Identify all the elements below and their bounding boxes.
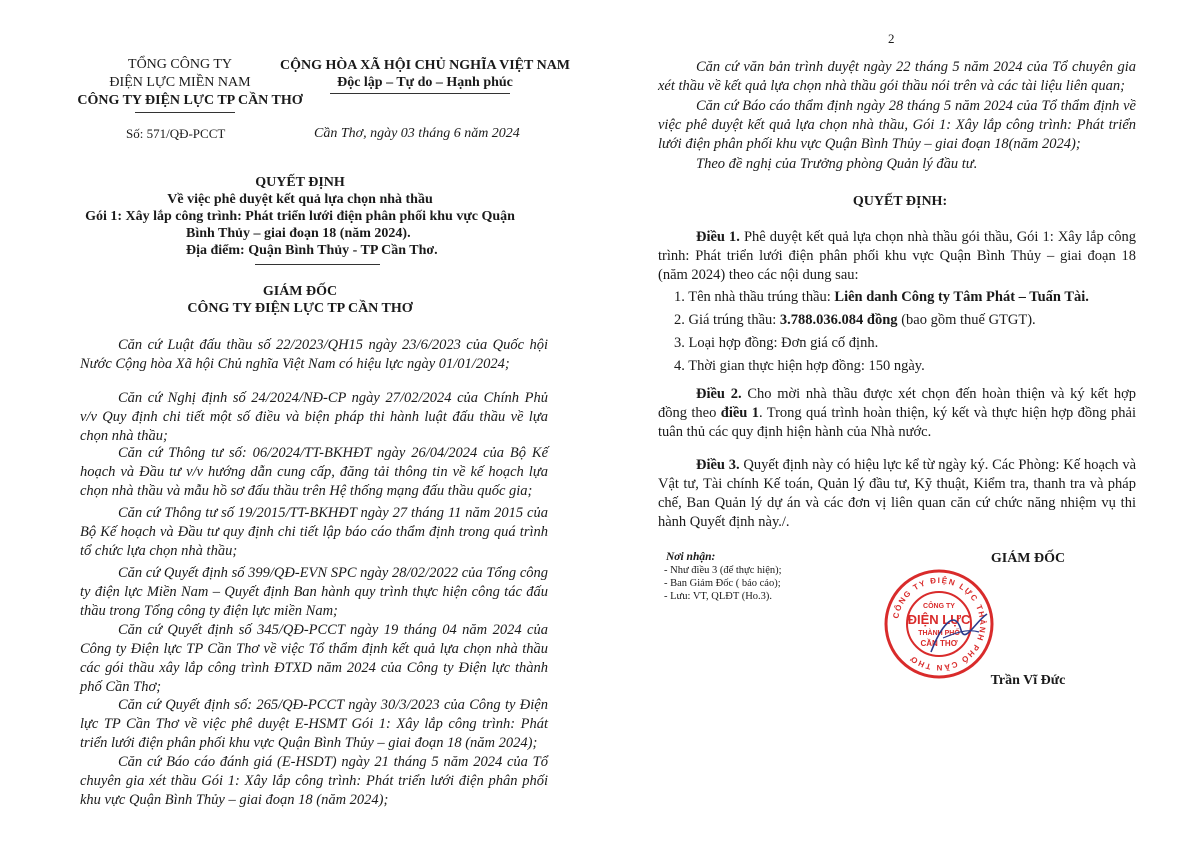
nation-line-1: CỘNG HÒA XÃ HỘI CHỦ NGHĨA VIỆT NAM	[280, 58, 571, 73]
authority-company: CÔNG TY ĐIỆN LỰC TP CẦN THƠ	[187, 301, 413, 316]
decision-heading: QUYẾT ĐỊNH:	[852, 194, 948, 209]
org-underline	[135, 112, 235, 113]
seal-center-line: CẦN THƠ	[920, 639, 958, 648]
basis-paragraph: Căn cứ Thông tư số: 06/2024/TT-BKHĐT ngày 26/04/2024 của Bộ Kế hoạch và Đầu tư v/v hướng dẫn cung cấp, đăng tải thông tin về kế hoạch lựa chọn nhà thầu và mẫu hồ sơ đấu thầu trên Hệ thống mạng đấu thầu quốc gia;	[80, 445, 548, 499]
basis-paragraph: Căn cứ Thông tư số 19/2015/TT-BKHĐT ngày 27 tháng 11 năm 2015 của Bộ Kế hoạch và Đầu tư quy định chi tiết lập báo cáo thẩm định trong quá trình tổ chức lựa chọn nhà thầu;	[80, 505, 548, 559]
seal-center-line: THÀNH PHỐ	[918, 630, 960, 637]
article-2-label: Điều 2.	[696, 386, 742, 402]
basis-paragraph: Căn cứ Luật đấu thầu số 22/2023/QH15 ngày 23/6/2023 của Quốc hội Nước Cộng hòa Xã hội Chủ nghĩa Việt Nam có hiệu lực ngày 01/01/2024;	[80, 337, 548, 372]
article-1	[658, 228, 1136, 285]
basis-paragraph: Căn cứ văn bản trình duyệt ngày 22 tháng 5 năm 2024 của Tổ chuyên gia xét thầu về kết quả lựa chọn nhà thầu gói thầu nói trên và các tài liệu liên quan;	[658, 59, 1136, 94]
place-date: Cần Thơ, ngày 03 tháng 6 năm 2024	[314, 126, 520, 141]
basis-paragraph: Căn cứ Quyết định số: 265/QĐ-PCCT ngày 30/3/2023 của Công ty Điện lực TP Cần Thơ về việc phê duyệt E-HSMT Gói 1: Xây lắp công trình: Phát triển lưới điện phân phối khu vực Quận Bình Thủy – giai đoạn 18 (năm 2024);	[80, 697, 548, 751]
company-seal-stamp	[883, 568, 995, 680]
article-2: Điều 2. Cho mời nhà thầu được xét chọn đến hoàn thiện và ký kết hợp đồng theo điều 1. Trong quá trình hoàn thiện, ký kết và thực hiện hợp đồng phải tuân thủ các quy định hiện hành của Nhà nước.	[658, 386, 1137, 440]
title-line-2a: Gói 1: Xây lắp công trình: Phát triển lưới điện phân phối khu vực Quận	[85, 209, 515, 224]
winning-contractor: Liên danh Công ty Tâm Phát – Tuấn Tài.	[834, 289, 1089, 305]
basis-paragraph: Căn cứ Quyết định số 345/QĐ-PCCT ngày 19 tháng 04 năm 2024 của Công ty Điện lực TP Cần Thơ về việc Tổ thẩm định kết quả lựa chọn nhà thầu các gói thầu xây lắp công trình ĐTXD năm 2024 của Công ty Điện lực thành phố Cần Thơ;	[80, 622, 548, 695]
signer-name: Trần Vĩ Đức	[990, 673, 1066, 688]
nation-line-2: Độc lập – Tự do – Hạnh phúc	[337, 75, 513, 90]
authority-title: GIÁM ĐỐC	[262, 284, 338, 299]
title-line-2b: Bình Thủy – giai đoạn 18 (năm 2024).	[186, 226, 411, 241]
seal-ring-text: CÔNG TY ĐIỆN LỰC THÀNH PHỐ CẦN THƠ	[891, 575, 988, 673]
org-line-3: CÔNG TY ĐIỆN LỰC TP CẦN THƠ	[77, 93, 303, 108]
basis-paragraph: Theo đề nghị của Trưởng phòng Quản lý đầu tư.	[696, 156, 978, 172]
basis-paragraph: Căn cứ Quyết định số 399/QĐ-EVN SPC ngày 28/02/2022 của Tổng công ty điện lực Miền Nam – Quyết định Ban hành quy trình thực hiện công tác đấu thầu trong Tổng công ty điện lực miền Nam;	[80, 565, 548, 619]
seal-center-line: CÔNG TY	[923, 603, 955, 610]
nation-underline	[330, 93, 510, 94]
article-3	[658, 456, 1136, 532]
seal-center-line: ĐIỆN LỰC	[907, 612, 971, 627]
basis-paragraph: Căn cứ Nghị định số 24/2024/NĐ-CP ngày 27/02/2024 của Chính Phủ v/v Quy định chi tiết một số điều và biện pháp thi hành luật đấu thầu về lựa chọn nhà thầu;	[80, 390, 548, 444]
article-1-label: Điều 1.	[696, 229, 740, 245]
title-underline	[255, 264, 380, 265]
basis-paragraph: Căn cứ Báo cáo thẩm định ngày 28 tháng 5 năm 2024 của Tổ thẩm định về việc phê duyệt kết quả lựa chọn nhà thầu, Gói 1: Xây lắp công trình: Phát triển lưới điện phân phối khu vực Quận Bình Thủy – giai đoạn 18(năm 2024);	[658, 98, 1136, 152]
title-line-3: Địa điểm: Quận Bình Thủy - TP Cần Thơ.	[186, 243, 438, 258]
article-1-item-3: 3. Loại hợp đồng: Đơn giá cố định.	[674, 335, 879, 351]
recipient-item: - Lưu: VT, QLĐT (Ho.3).	[664, 591, 773, 602]
article-3-label: Điều 3.	[696, 457, 740, 473]
article-3-text: Quyết định này có hiệu lực kể từ ngày ký. Các Phòng: Kế hoạch và Vật tư, Tài chính Kế toán, Quản lý đầu tư, Kỹ thuật, Kiểm tra, thanh tra và pháp chế, Ban Quản lý dự án và các đơn vị liên quan căn cứ chức năng nhiệm vụ thi hành Quyết định này./.	[658, 457, 1137, 530]
basis-paragraph: Căn cứ Báo cáo đánh giá (E-HSDT) ngày 21 tháng 5 năm 2024 của Tổ chuyên gia xét thầu Gói 1: Xây lắp công trình: Phát triển lưới điện phân phối khu vực Quận Bình Thủy – giai đoạn 18 (năm 2024);	[80, 754, 548, 808]
signature-title: GIÁM ĐỐC	[990, 551, 1066, 566]
recipient-item: - Ban Giám Đốc ( báo cáo);	[664, 578, 781, 589]
page-2	[600, 0, 1200, 858]
org-line-1: TỔNG CÔNG TY	[128, 57, 232, 72]
decision-title: QUYẾT ĐỊNH	[255, 175, 345, 190]
article-1-text: Phê duyệt kết quả lựa chọn nhà thầu gói thầu, Gói 1: Xây lắp công trình: Phát triển lưới điện phân phối khu vực Quận Bình Thủy – giai đoạn 18 (năm 2024) theo các nội dung sau:	[658, 229, 1136, 283]
article-1-item-1: 1. Tên nhà thầu trúng thầu: Liên danh Công ty Tâm Phát – Tuấn Tài.	[674, 289, 1089, 305]
article-2-ref: điều 1	[720, 405, 759, 421]
page-number: 2	[888, 31, 895, 46]
recipient-item: - Như điều 3 (để thực hiện);	[664, 565, 782, 576]
winning-price: 3.788.036.084 đồng	[779, 312, 898, 328]
article-1-item-4: 4. Thời gian thực hiện hợp đồng: 150 ngày.	[674, 358, 925, 374]
article-1-item-2: 2. Giá trúng thầu: 3.788.036.084 đồng (bao gồm thuế GTGT).	[674, 312, 1036, 328]
document-number: Số: 571/QĐ-PCCT	[126, 126, 226, 141]
recipients-heading: Nơi nhận:	[666, 551, 716, 563]
org-line-2: ĐIỆN LỰC MIỀN NAM	[109, 75, 251, 90]
title-line-1: Về việc phê duyệt kết quả lựa chọn nhà thầu	[167, 192, 433, 207]
